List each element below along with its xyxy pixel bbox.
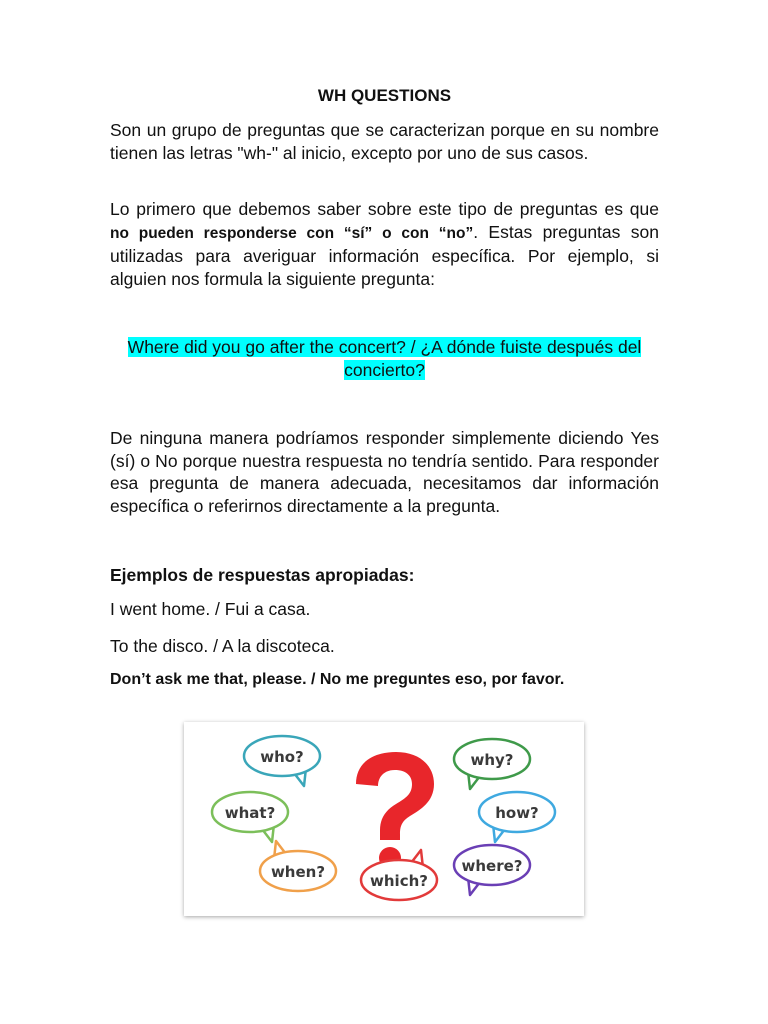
second-paragraph xyxy=(110,198,659,290)
second-paragraph-part1: Lo primero que debemos saber sobre este tipo de preguntas es que xyxy=(110,199,659,219)
bubble-word: which? xyxy=(370,872,428,890)
speech-bubble-how xyxy=(479,792,555,842)
example-item: To the disco. / A la discoteca. xyxy=(110,636,335,656)
bubble-word: what? xyxy=(224,804,276,822)
bubble-word: why? xyxy=(470,751,514,769)
page-title: WH QUESTIONS xyxy=(317,86,452,105)
second-paragraph-bold: no pueden responderse con “sí” o con “no” xyxy=(110,224,474,242)
example-item: Don’t ask me that, please. / No me preguntes eso, por favor. xyxy=(110,671,565,688)
bubble-word: who? xyxy=(260,748,304,766)
illustration-svg xyxy=(184,722,584,916)
example-item: I went home. / Fui a casa. xyxy=(110,599,311,619)
speech-bubble-why xyxy=(454,739,530,789)
speech-bubble-when xyxy=(260,841,336,891)
third-paragraph: De ninguna manera podríamos responder simplemente diciendo Yes (sí) o No porque nuestra respuesta no tendría sentido. Para responder esa pregunta de manera adecuada, necesitamos dar información específica o referirnos directamente a la pregunta. xyxy=(110,428,659,516)
wh-questions-illustration xyxy=(184,722,584,916)
bubble-word: where? xyxy=(461,857,523,875)
bubble-word: when? xyxy=(270,863,326,881)
bubble-word: how? xyxy=(495,804,539,822)
document-page xyxy=(110,84,659,688)
examples-heading: Ejemplos de respuestas apropiadas: xyxy=(110,565,415,585)
speech-bubble-where xyxy=(454,845,530,895)
highlighted-text: Where did you go after the concert? / ¿A dónde fuiste después del concierto? xyxy=(127,337,642,380)
intro-paragraph: Son un grupo de preguntas que se caracterizan porque en su nombre tienen las letras "wh-" al inicio, excepto por uno de sus casos. xyxy=(110,120,659,163)
speech-bubble-what xyxy=(212,792,288,842)
highlighted-example-question xyxy=(110,336,659,381)
second-paragraph-part2: . Estas preguntas son utilizadas para averiguar información específica. Por ejemplo, si alguien nos formula la siguiente pregunta: xyxy=(110,221,659,289)
speech-bubble-who xyxy=(244,736,320,786)
